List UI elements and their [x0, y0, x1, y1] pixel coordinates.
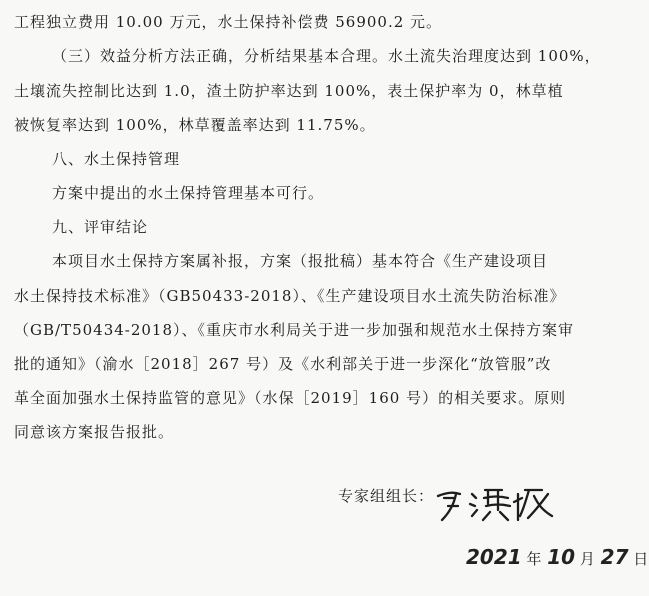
- date-day: 27: [600, 545, 629, 569]
- date-month-unit: 月: [579, 550, 596, 568]
- text-line-6: 方案中提出的水土保持管理基本可行。: [52, 184, 325, 202]
- date-month: 10: [547, 545, 576, 569]
- signature-label: 专家组组长：: [338, 487, 435, 505]
- text-line-13: 同意该方案报告报批。: [14, 423, 175, 441]
- signature-date: [466, 545, 649, 571]
- date-year-unit: 年: [526, 550, 543, 568]
- handwritten-signature: [430, 476, 560, 526]
- text-line-11: 批的通知》（渝水［2018］267 号）及《水利部关于进一步深化“放管服”改: [14, 355, 552, 373]
- text-line-9: 水土保持技术标准》（GB50433-2018）、《生产建设项目水土流失防治标准》: [14, 287, 566, 305]
- section-heading-9: 九、评审结论: [52, 218, 149, 236]
- date-year: 2021: [466, 545, 522, 569]
- section-heading-8: 八、水土保持管理: [52, 150, 181, 168]
- text-line-4: 被恢复率达到 100%，林草覆盖率达到 11.75%。: [14, 116, 376, 134]
- text-line-12: 革全面加强水土保持监管的意见》（水保［2019］160 号）的相关要求。原则: [14, 389, 567, 407]
- text-line-8: 本项目水土保持方案属补报，方案（报批稿）基本符合《生产建设项目: [52, 252, 549, 270]
- text-line-10: （GB/T50434-2018）、《重庆市水利局关于进一步加强和规范水土保持方案审: [14, 321, 575, 339]
- text-line-2: （三）效益分析方法正确，分析结果基本合理。水土流失治理度达到 100%，: [52, 47, 601, 65]
- date-day-unit: 日: [633, 550, 649, 568]
- text-line-3: 土壤流失控制比达到 1.0，渣土防护率达到 100%，表土保护率为 0，林草植: [14, 82, 564, 100]
- text-line-1: 工程独立费用 10.00 万元，水土保持补偿费 56900.2 元。: [14, 13, 443, 31]
